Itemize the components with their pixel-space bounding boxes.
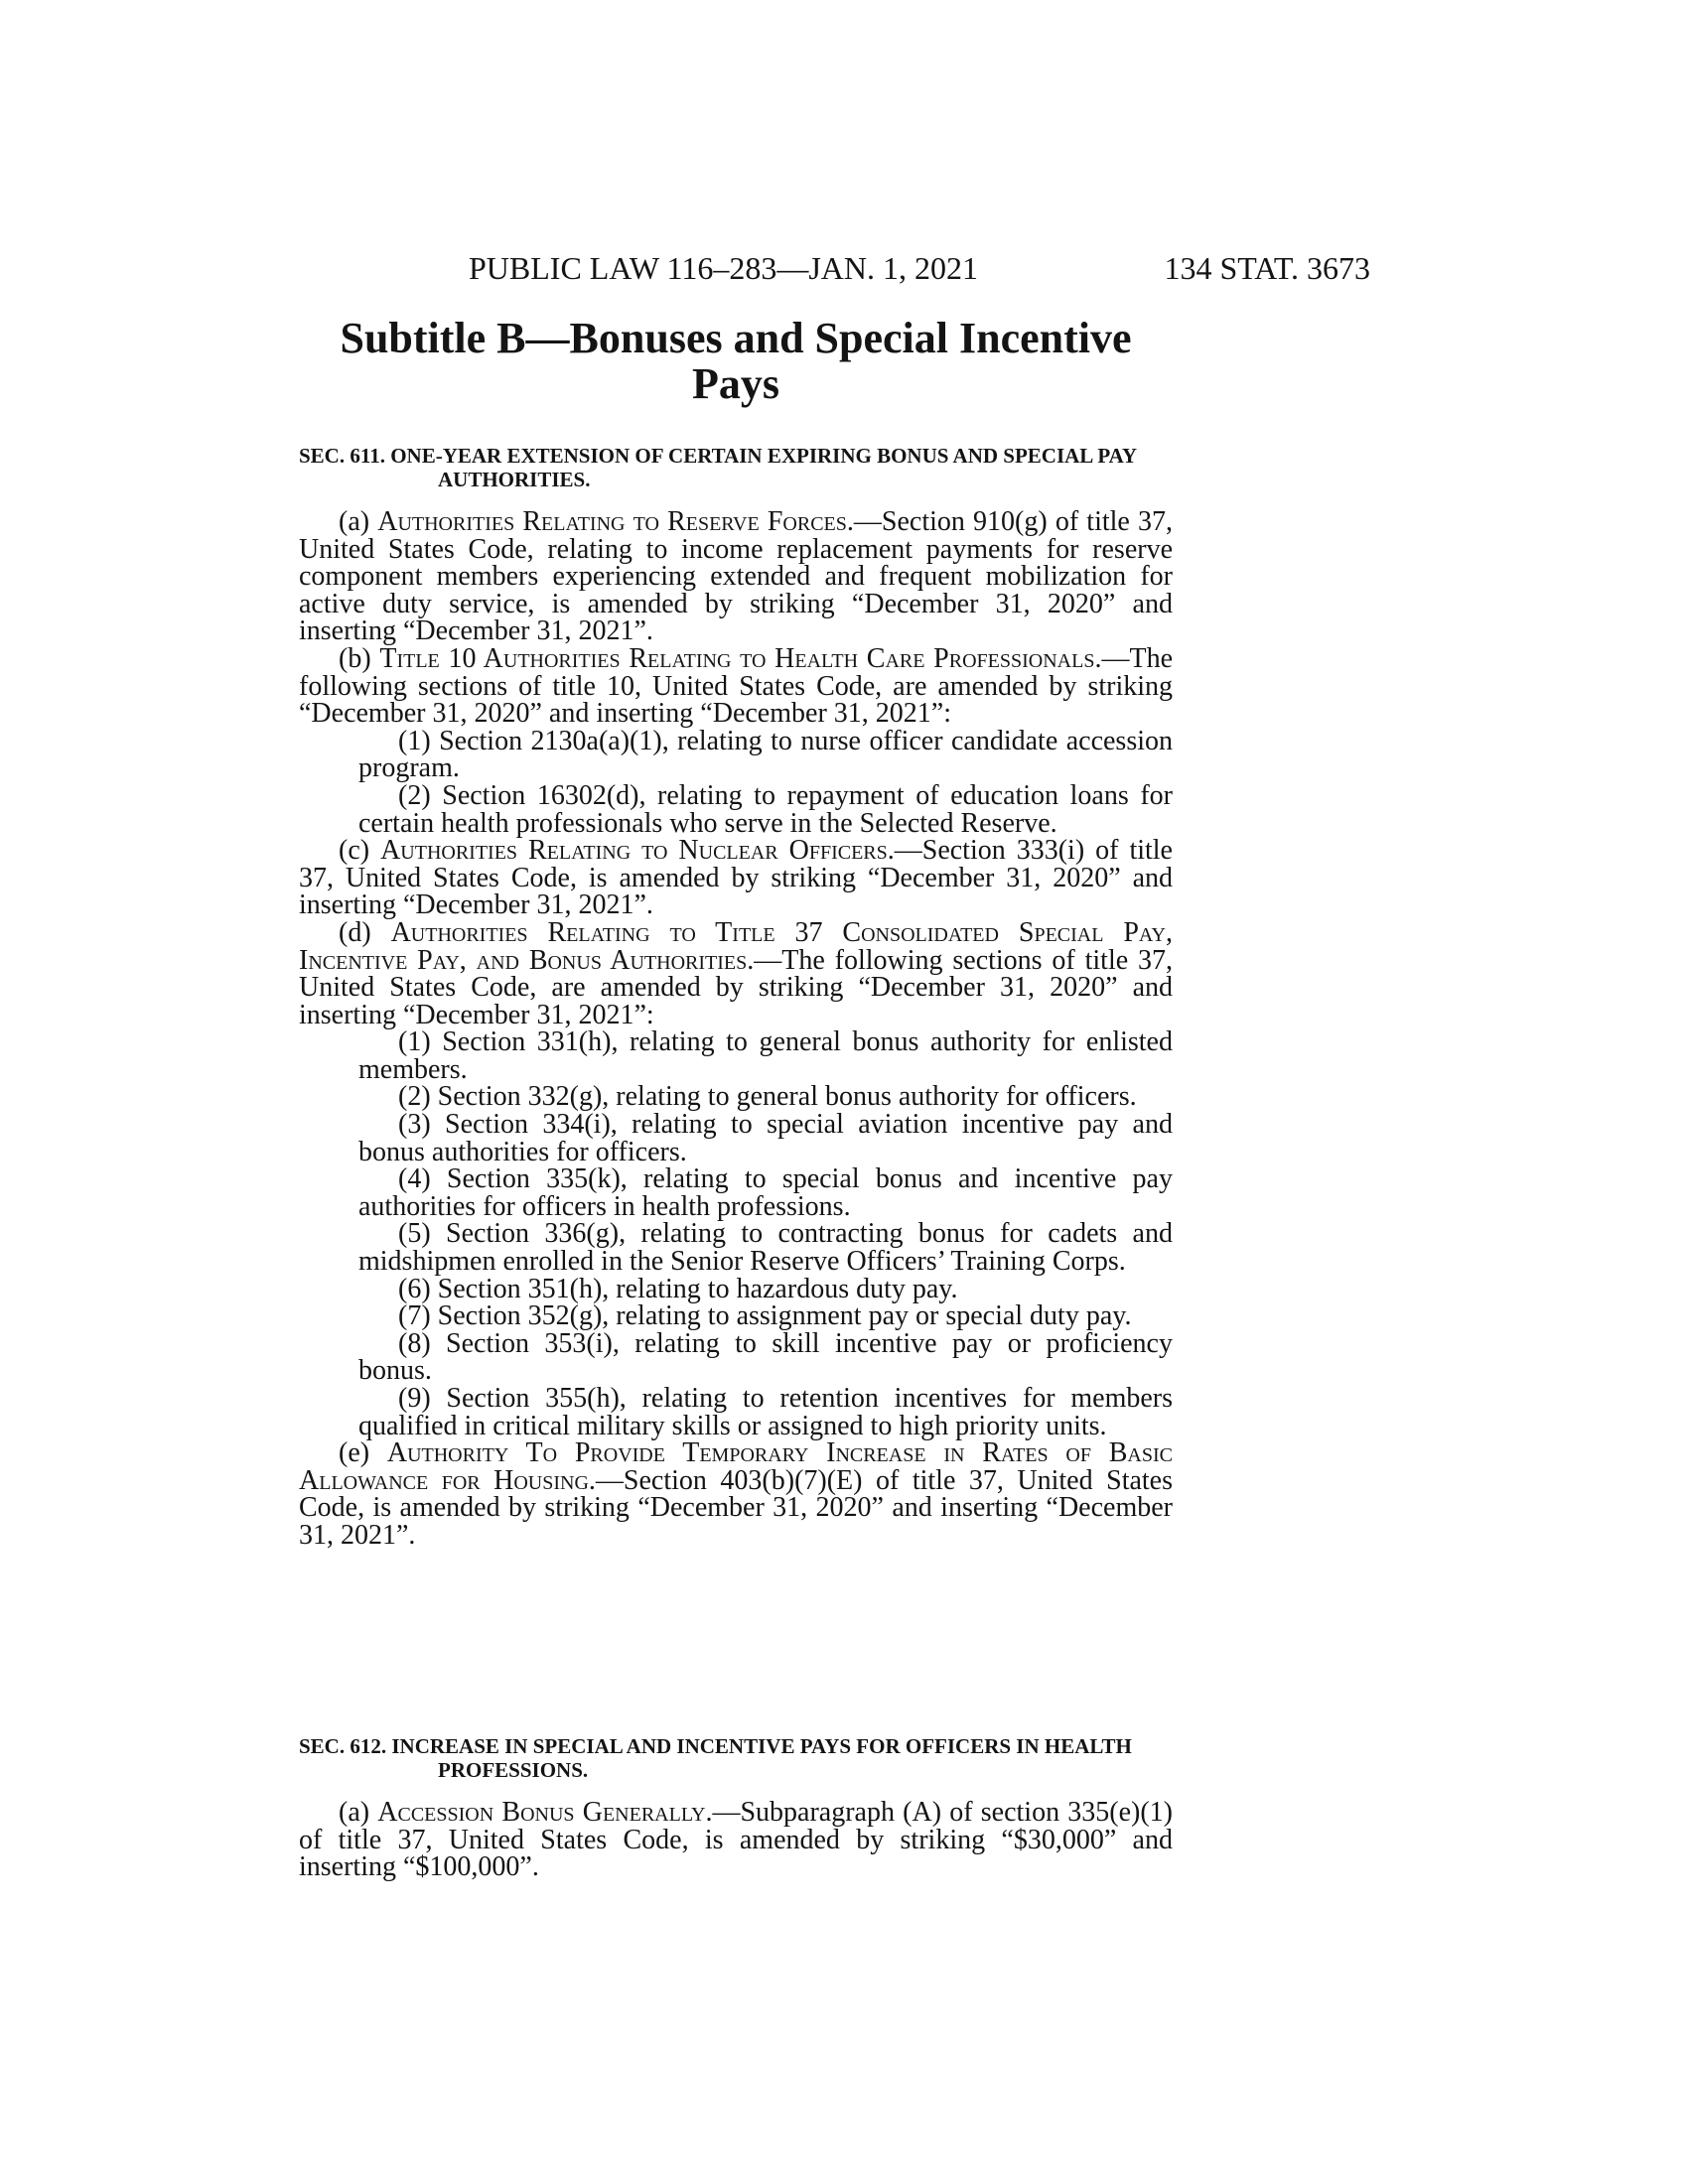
list-item-611-d-1: (1) Section 331(h), relating to general bonus authority for enlisted members. (358, 1026, 1173, 1085)
section-612 (299, 1734, 1173, 1881)
list-item-611-d-3: (3) Section 334(i), relating to special aviation incentive pay and bonus authorities for officers. (358, 1109, 1173, 1167)
paragraph-611-d: (d) Authorities Relating to Title 37 Consolidated Special Pay, Incentive Pay, and Bonus Authorities.—The following sections of title 37, United States Code, are amended by striking “December 31, 2020” and inserting “December 31, 2021”: (299, 916, 1174, 1030)
paragraph-611-a: (a) Authorities Relating to Reserve Forces.—Section 910(g) of title 37, United States Code, relating to income replacement payments for reserve component members experiencing extended and frequent mobilization for active duty service, is amended by striking “December 31, 2020” and inserting “December 31, 2021”. (299, 506, 1173, 647)
list-item-611-d-9: (9) Section 355(h), relating to retention incentives for members qualified in critical military skills or assigned to high priority units. (358, 1383, 1173, 1441)
list-item-611-d-7: (7) Section 352(g), relating to assignment pay or special duty pay. (398, 1300, 1132, 1332)
list-item-611-b-1: (1) Section 2130a(a)(1), relating to nurse officer candidate accession program. (358, 725, 1173, 784)
list-item-611-b-2: (2) Section 16302(d), relating to repayment of education loans for certain health professionals who serve in the Selected Reserve. (358, 779, 1173, 839)
section-612-heading: SEC. 612. INCREASE IN SPECIAL AND INCENTIVE PAYS FOR OFFICERS IN HEALTH PROFESSIONS. (299, 1734, 1132, 1782)
paragraph-611-c: (c) Authorities Relating to Nuclear Officers.—Section 333(i) of title 37, United States Code, is amended by striking “December 31, 2020” and inserting “December 31, 2021”. (299, 835, 1173, 921)
section-611-heading: SEC. 611. ONE-YEAR EXTENSION OF CERTAIN EXPIRING BONUS AND SPECIAL PAY AUTHORITIES. (299, 444, 1137, 491)
list-item-611-d-2: (2) Section 332(g), relating to general bonus authority for officers. (398, 1081, 1137, 1113)
list-item-611-d-8: (8) Section 353(i), relating to skill incentive pay or proficiency bonus. (358, 1327, 1173, 1387)
list-item-611-d-5: (5) Section 336(g), relating to contracting bonus for cadets and midshipmen enrolled in the Senior Reserve Officers’ Training Corps. (358, 1218, 1173, 1278)
paragraph-611-e: (e) Authority To Provide Temporary Increase in Rates of Basic Allowance for Housing.—Section 403(b)(7)(E) of title 37, United States Code, is amended by striking “December 31, 2020” and inserting “December 31, 2021”. (299, 1437, 1173, 1551)
section-611 (299, 444, 1173, 1550)
public-law-citation: PUBLIC LAW 116–283—JAN. 1, 2021 (469, 250, 978, 286)
statutes-page-number: 134 STAT. 3673 (1164, 250, 1370, 286)
paragraph-611-b: (b) Title 10 Authorities Relating to Health Care Professionals.—The following sections of title 10, United States Code, are amended by striking “December 31, 2020” and inserting “December 31, 2021”: (299, 642, 1173, 730)
subtitle-heading: Subtitle B—Bonuses and Special Incentive Pays (340, 314, 1132, 408)
list-item-611-d-4: (4) Section 335(k), relating to special bonus and incentive pay authorities for officers in health professions. (358, 1163, 1173, 1222)
running-header (298, 250, 1380, 290)
list-item-611-d-6: (6) Section 351(h), relating to hazardous duty pay. (398, 1273, 958, 1304)
paragraph-612-a: (a) Accession Bonus Generally.—Subparagraph (A) of section 335(e)(1) of title 37, United States Code, is amended by striking “$30,000” and inserting “$100,000”. (299, 1797, 1174, 1883)
